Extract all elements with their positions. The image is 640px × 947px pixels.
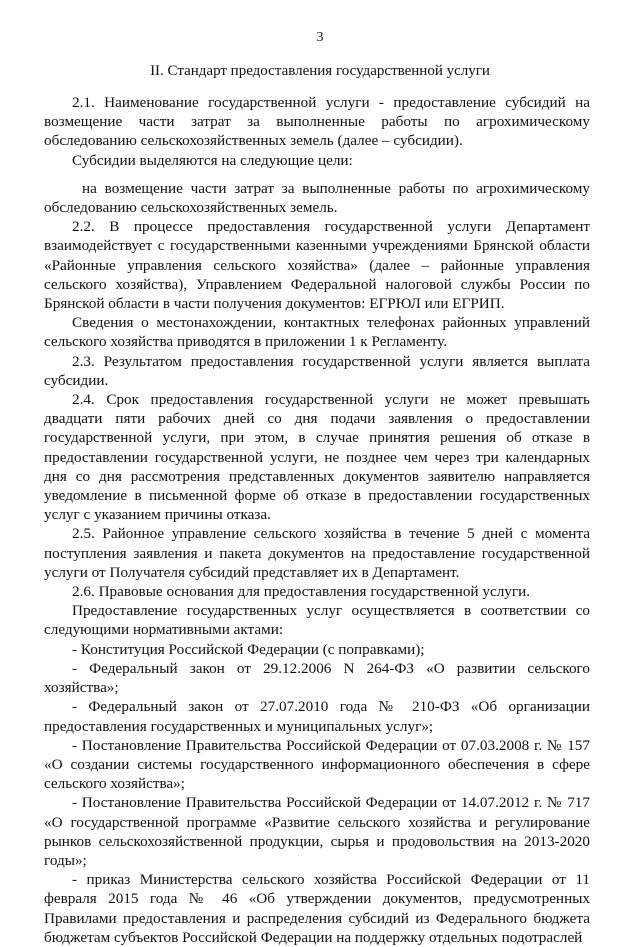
- paragraph-2-3: 2.3. Результатом предоставления государственной услуги является выплата субсидии.: [44, 352, 590, 389]
- paragraph-subsidy-goals: Субсидии выделяются на следующие цели:: [72, 151, 353, 169]
- list-item-order-46: - приказ Министерства сельского хозяйства Российской Федерации от 11 февраля 2015 года № 46 «Об утверждении документов, предусмотренных Правилами предоставления и распределения субсидий из Федерального бюджета бюджетам субъектов Российской Федерации на поддержку отдельных подотраслей: [44, 871, 590, 946]
- section-title: II. Стандарт предоставления государственной услуги: [150, 63, 490, 79]
- list-item-law-210: - Федеральный закон от 27.07.2010 года № 210-ФЗ «Об организации предоставления государственных и муниципальных услуг»;: [44, 698, 590, 735]
- paragraph-2-5: 2.5. Районное управление сельского хозяйства в течение 5 дней с момента поступления заявления и пакета документов на предоставление государственной услуги от Получателя субсидий представляет их в Департамент.: [44, 525, 590, 581]
- list-item-decree-717: - Постановление Правительства Российской Федерации от 14.07.2012 г. № 717 «О государственной программе «Развитие сельского хозяйства и регулирование рынков сельскохозяйственной продукции, сырья и продовольствия на 2013-2020 годы»;: [44, 794, 590, 869]
- paragraph-2-4: 2.4. Срок предоставления государственной услуги не может превышать двадцати пяти рабочих дней со дня подачи заявления о предоставлении государственной услуги, при этом, в случае принятия решения об отказе в предоставлении государственной услуги, не позднее чем через три календарных дня со дня рассмотрения представленных документов заявителю направляется уведомление в письменной форме об отказе в предоставлении государственных услуг с указанием причины отказа.: [44, 391, 590, 524]
- paragraph-2-6: 2.6. Правовые основания для предоставления государственной услуги.: [72, 583, 531, 601]
- list-item-constitution: - Конституция Российской Федерации (с поправками);: [72, 640, 425, 658]
- paragraph-goal-item: на возмещение части затрат за выполненные работы по агрохимическому обследованию сельскохозяйственных земель.: [44, 179, 590, 217]
- list-item-decree-157: - Постановление Правительства Российской Федерации от 07.03.2008 г. № 157 «О создании системы государственного информационного обеспечения в сфере сельского хозяйства»;: [44, 736, 590, 793]
- paragraph-contacts: Сведения о местонахождении, контактных телефонах районных управлений сельского хозяйства приводятся в приложении 1 к Регламенту.: [44, 314, 590, 351]
- paragraph-normative-intro: Предоставление государственных услуг осуществляется в соответствии со следующими нормативными актами:: [44, 602, 590, 639]
- page-number: 3: [316, 30, 324, 45]
- paragraph-2-2: 2.2. В процессе предоставления государственной услуги Департамент взаимодействует с государственными казенными учреждениями Брянской области «Районные управления сельского хозяйства» (далее – районные управления сельского хозяйства), Управлением Федеральной налоговой службы России по Брянской области в части получения документов: ЕГРЮЛ или ЕГРИП.: [44, 218, 590, 313]
- list-item-law-264: - Федеральный закон от 29.12.2006 N 264-ФЗ «О развитии сельского хозяйства»;: [44, 659, 590, 697]
- paragraph-2-1: 2.1. Наименование государственной услуги - предоставление субсидий на возмещение части затрат за выполненные работы по агрохимическому обследованию сельскохозяйственных земель (далее – субсидии).: [44, 94, 590, 150]
- document-body: [44, 93, 590, 947]
